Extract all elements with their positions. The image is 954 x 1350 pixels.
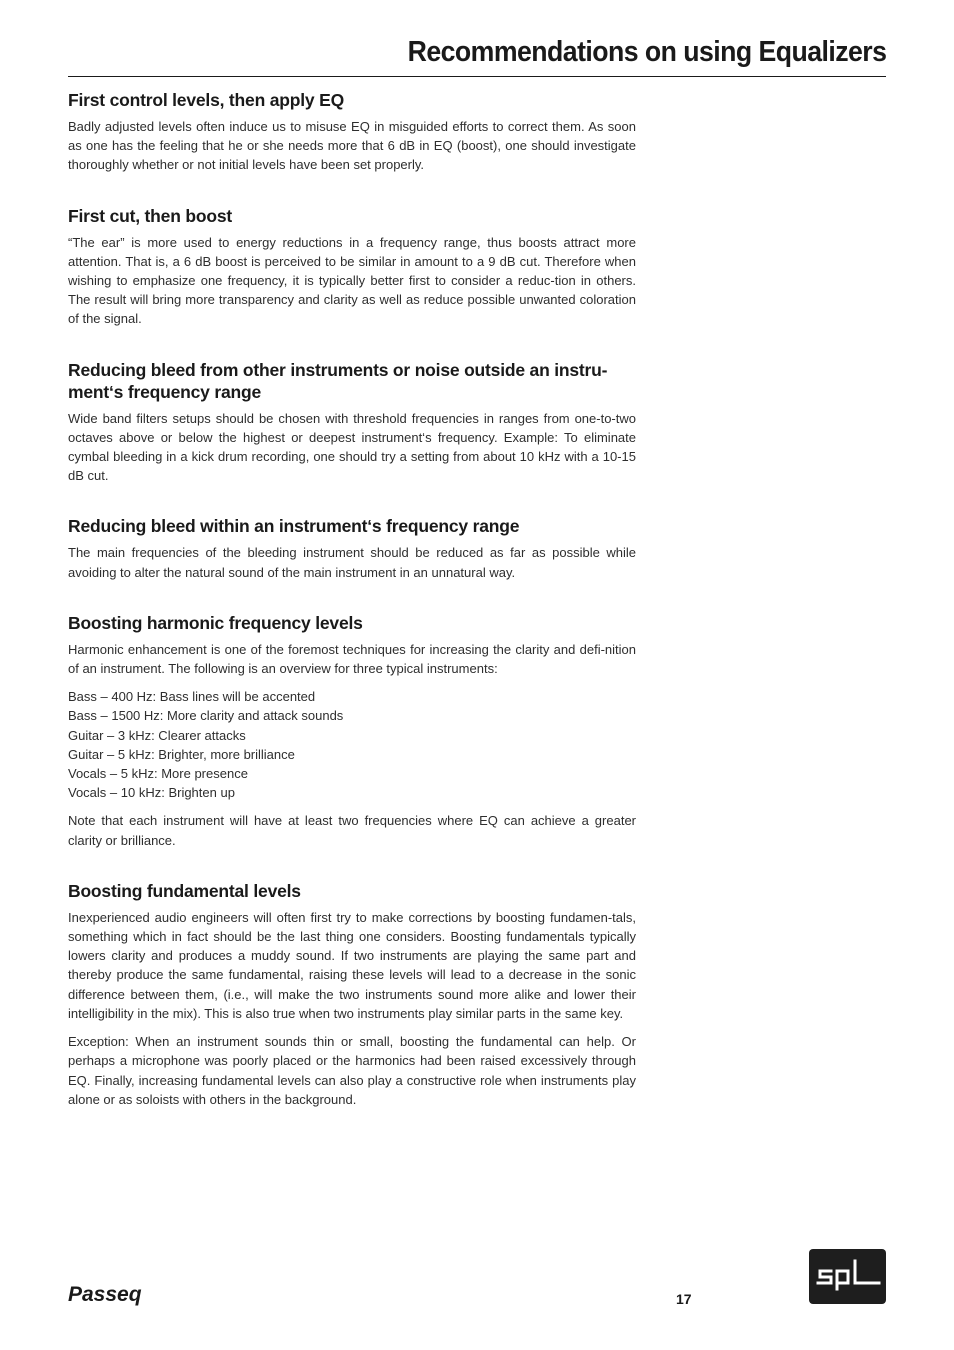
section-paragraph: Harmonic enhancement is one of the foremost techniques for increasing the clarity and defi-nition of an instrument. The following is an overview for three typical instruments: — [68, 641, 636, 677]
list-item: Bass – 400 Hz: Bass lines will be accented — [68, 689, 316, 705]
page-number: 17 — [676, 1291, 692, 1307]
section-first-cut-then-boost — [68, 205, 636, 329]
section-heading: Reducing bleed from other instruments or noise outside an instru-ment‘s frequency range — [68, 359, 608, 402]
section-heading: Boosting fundamental levels — [68, 880, 301, 901]
footer-brand: Passeq — [68, 1283, 142, 1306]
spl-logo-icon — [809, 1249, 886, 1304]
frequency-list — [68, 687, 636, 802]
section-paragraph: The main frequencies of the bleeding instrument should be reduced as far as possible while avoiding to alter the natural sound of the main instrument in an unnatural way. — [68, 545, 636, 580]
section-note: Note that each instrument will have at least two frequencies where EQ can achieve a greater clarity or brilliance. — [68, 813, 636, 848]
spl-logo — [809, 1249, 886, 1304]
list-item: Vocals – 5 kHz: More presence — [68, 766, 248, 782]
section-boosting-fundamental — [68, 880, 636, 1109]
section-reducing-bleed-outside — [68, 359, 636, 486]
section-heading: Reducing bleed within an instrument‘s frequency range — [68, 516, 520, 537]
section-reducing-bleed-within — [68, 515, 636, 581]
section-paragraph: Inexperienced audio engineers will often first try to make corrections by boosting fundamen-tals, something which in fact should be the last thing one considers. Boosting fundamentals typically lowers clarity and produces a muddy sound. If two instruments are playing the same part and thereby produce the same fundamental, raising these levels will lead to a decrease in the sonic difference between them, (i.e., will make the two instruments sound more alike and lower their intelligibility in the mix). This is also true when two instruments play similar parts in the same key. — [68, 909, 636, 1021]
section-paragraph: “The ear” is more used to energy reductions in a frequency range, thus boosts attract more attention. That is, a 6 dB boost is perceived to be similar in amount to a 9 dB cut. Therefore when wishing to emphasize one frequency, it is typically better first to consider a reduc-tion in others. The result will bring more transparency and clarity as well as reduce possible unwanted coloration of the signal. — [68, 234, 636, 327]
section-paragraph: Badly adjusted levels often induce us to misuse EQ in misguided efforts to correct them. As soon as one has the feeling that he or she needs more that 6 dB in EQ (boost), one should investigate thoroughly whether or not initial levels have been set properly. — [68, 119, 636, 173]
section-heading: First control levels, then apply EQ — [68, 90, 344, 110]
section-paragraph: Exception: When an instrument sounds thin or small, boosting the fundamental can help. Or perhaps a microphone was poorly placed or the harmonics had been raised excessively through EQ. Finally, increasing fundamental levels can also play a constructive role when instruments play alone or as soloists with others in the background. — [68, 1034, 636, 1107]
main-content — [68, 89, 636, 1118]
list-item: Vocals – 10 kHz: Brighten up — [68, 785, 235, 801]
list-item: Guitar – 3 kHz: Clearer attacks — [68, 727, 246, 743]
page-title: Recommendations on using Equalizers — [407, 36, 886, 68]
section-paragraph: Wide band filters setups should be chosen with threshold frequencies in ranges from one-to-two octaves above or below the highest or deepest instrument‘s frequency. Example: To eliminate cymbal bleeding in a kick drum recording, one should try a setting from about 10 kHz with a 10-15 dB cut. — [68, 410, 636, 484]
section-first-control-levels — [68, 89, 636, 175]
list-item: Bass – 1500 Hz: More clarity and attack sounds — [68, 708, 344, 724]
list-item: Guitar – 5 kHz: Brighter, more brilliance — [68, 746, 295, 762]
section-heading: First cut, then boost — [68, 205, 232, 226]
section-heading: Boosting harmonic frequency levels — [68, 612, 363, 633]
title-divider — [68, 76, 886, 77]
section-boosting-harmonic — [68, 612, 636, 850]
